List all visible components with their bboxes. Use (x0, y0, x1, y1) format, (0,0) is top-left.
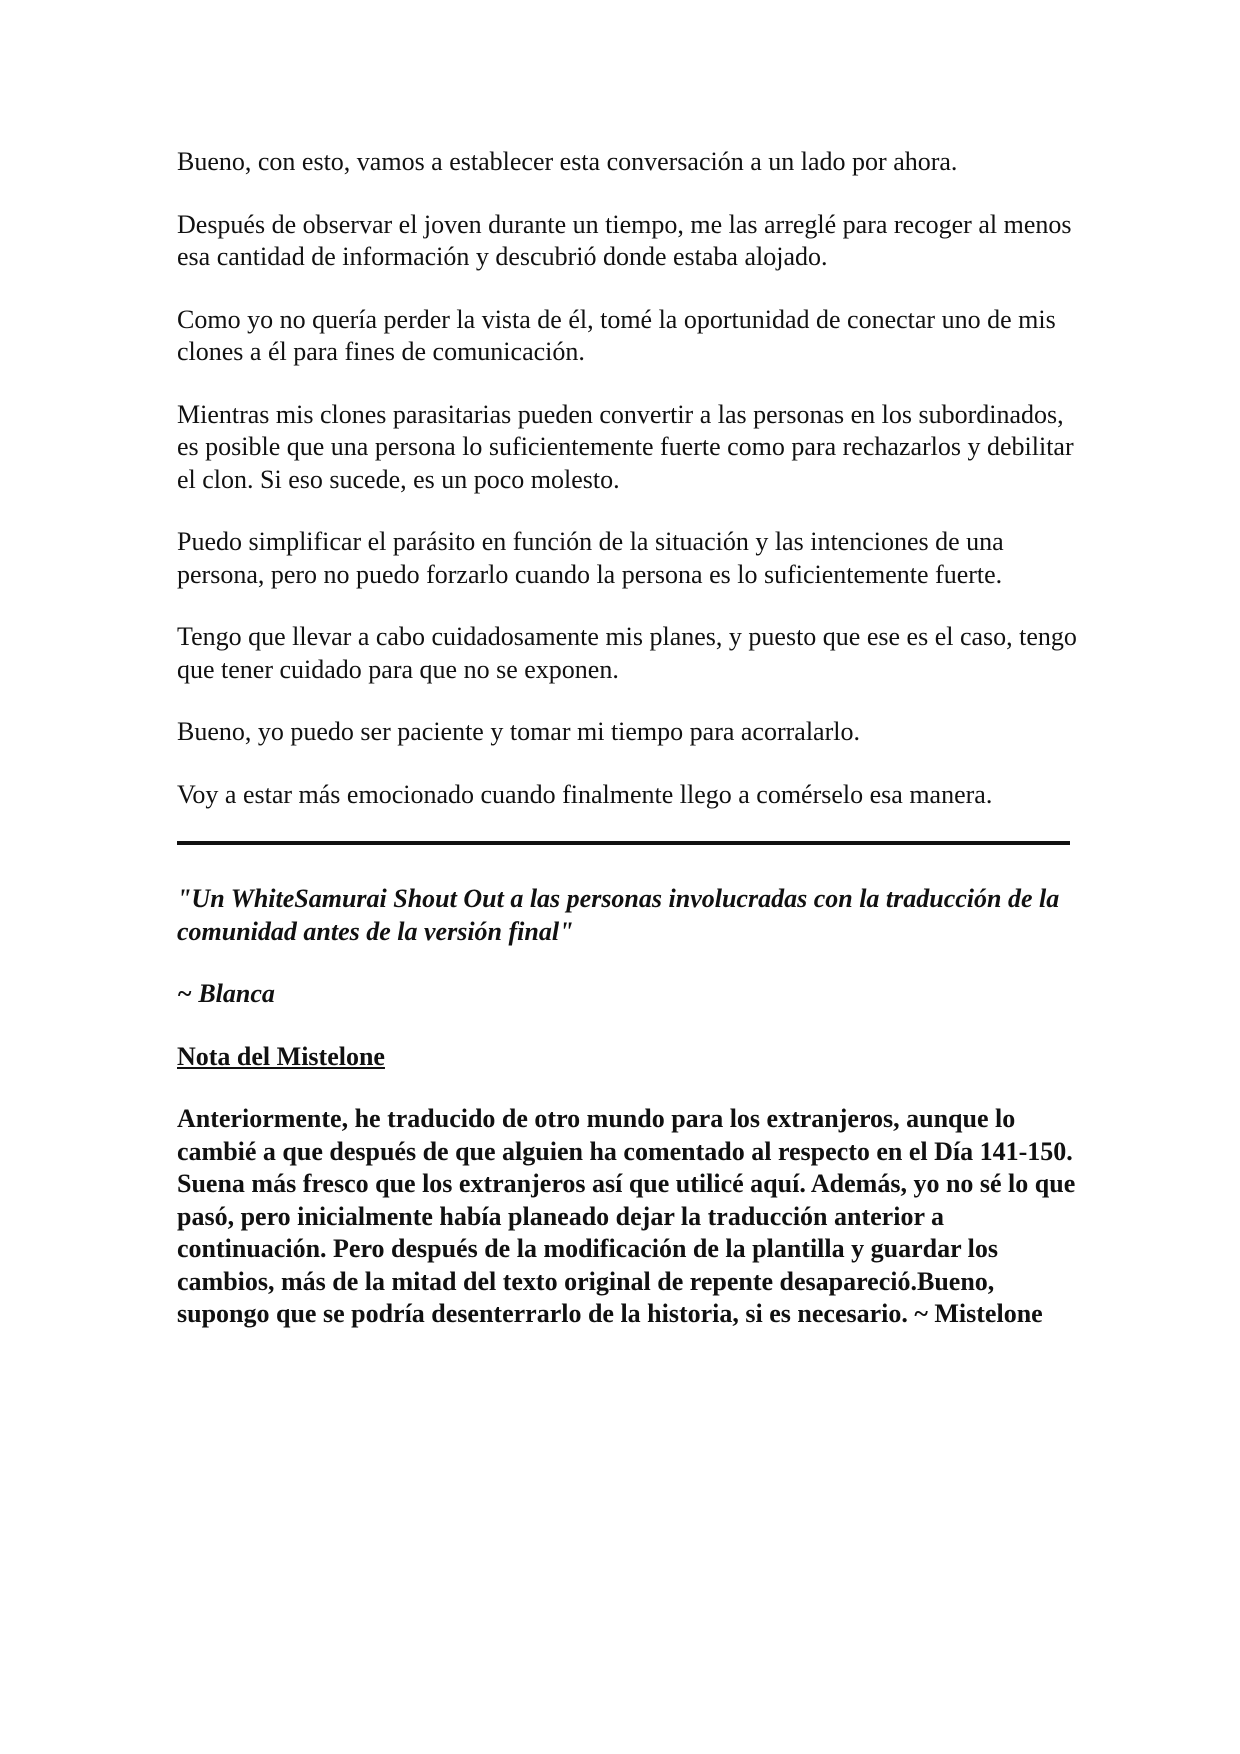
story-paragraph-1: Bueno, con esto, vamos a establecer esta conversación a un lado por ahora. (177, 147, 958, 176)
document-page (177, 146, 1077, 1331)
horizontal-divider (177, 841, 1070, 845)
note-heading: Nota del Mistelone (177, 1041, 385, 1071)
shoutout-quote: "Un WhiteSamurai Shout Out a las personas involucradas con la traducción de la comunidad antes de la versión final" (177, 884, 1060, 946)
story-paragraph-8: Voy a estar más emocionado cuando finalmente llego a comérselo esa manera. (177, 779, 993, 809)
story-paragraph-2: Después de observar el joven durante un tiempo, me las arreglé para recoger al menos esa cantidad de información y descubrió donde estaba alojado. (177, 209, 1072, 271)
story-paragraph-7: Bueno, yo puedo ser paciente y tomar mi tiempo para acorralarlo. (177, 717, 860, 746)
story-paragraph-4: Mientras mis clones parasitarias pueden convertir a las personas en los subordinados, es posible que una persona lo suficientemente fuerte como para rechazarlos y debilitar el clon. Si eso sucede, es un poco molesto. (177, 399, 1074, 494)
shoutout-signature: ~ Blanca (177, 979, 275, 1008)
story-paragraph-3: Como yo no quería perder la vista de él, tomé la oportunidad de conectar uno de mis clones a él para fines de comunicación. (177, 304, 1056, 366)
story-paragraph-6: Tengo que llevar a cabo cuidadosamente mis planes, y puesto que ese es el caso, tengo que tener cuidado para que no se exponen. (177, 622, 1077, 684)
note-body: Anteriormente, he traducido de otro mundo para los extranjeros, aunque lo cambié a que después de que alguien ha comentado al respecto en el Día 141-150. Suena más fresco que los extranjeros así que utilicé aquí. Además, yo no sé lo que pasó, pero inicialmente había planeado dejar la traducción anterior a continuación. Pero después de la modificación de la plantilla y guardar los cambios, más de la mitad del texto original de repente desapareció.Bueno, supongo que se podría desenterrarlo de la historia, si es necesario. ~ Mistelone (177, 1104, 1076, 1328)
story-paragraph-5: Puedo simplificar el parásito en función de la situación y las intenciones de una persona, pero no puedo forzarlo cuando la persona es lo suficientemente fuerte. (177, 527, 1004, 589)
